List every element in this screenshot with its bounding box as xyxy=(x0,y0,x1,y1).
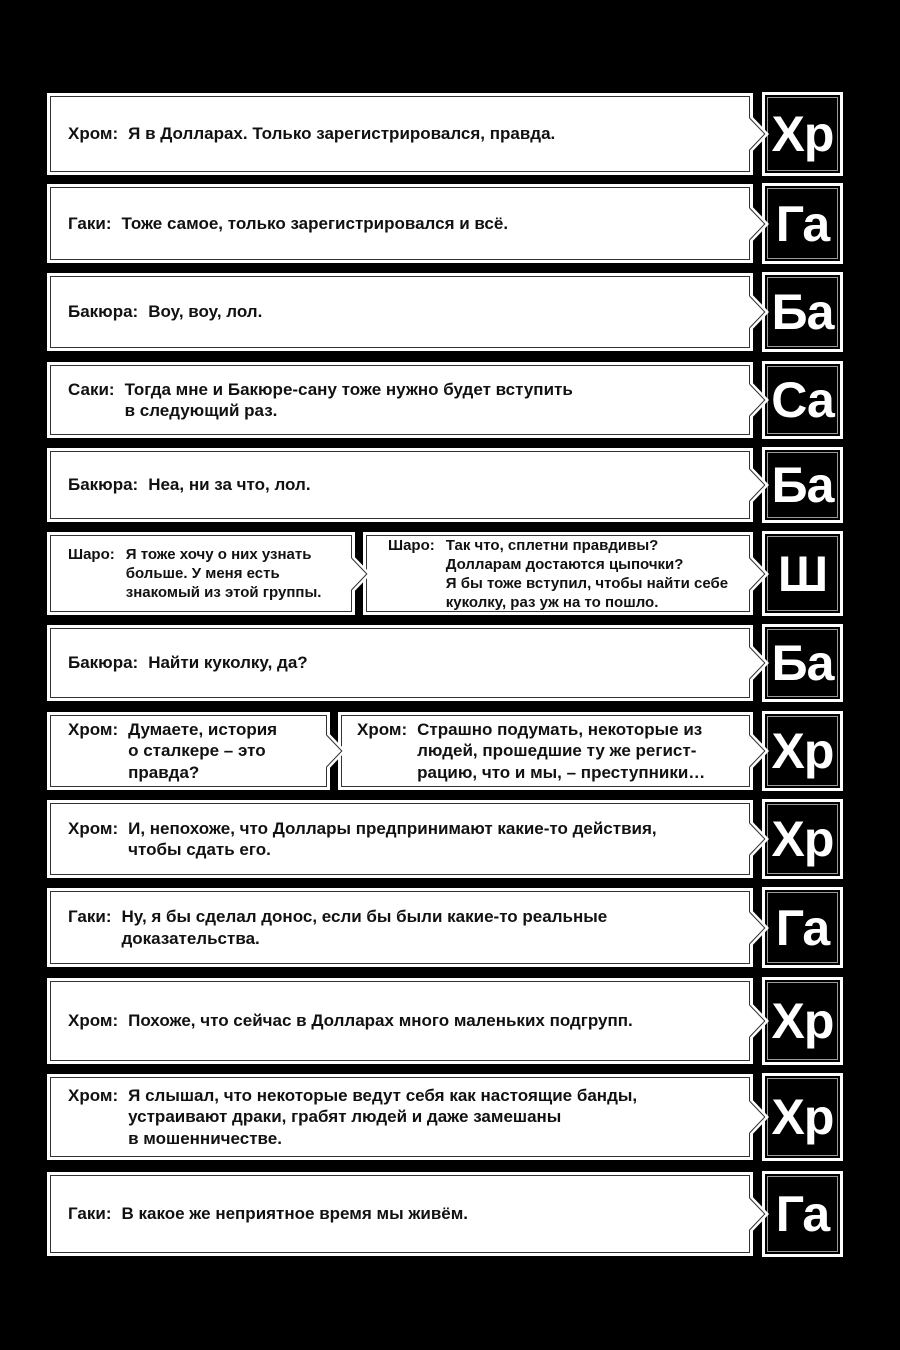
pointer-arrow xyxy=(747,462,771,508)
message-line: И, непохоже, что Доллары предпринимают какие-то действия, xyxy=(128,818,657,838)
message-content xyxy=(68,818,657,861)
message-text xyxy=(128,1085,637,1150)
message-bubble xyxy=(47,273,753,351)
message-line: Ну, я бы сделал донос, если бы были какие-то реальные xyxy=(121,907,608,926)
message-line: куколку, раз уж на то пошло. xyxy=(445,593,659,611)
message-line: людей, прошедшие ту же регист- xyxy=(417,741,697,761)
message-row xyxy=(0,800,900,878)
message-row xyxy=(0,712,900,790)
message-row xyxy=(0,1172,900,1256)
message-bubble xyxy=(47,362,753,438)
message-bubble xyxy=(47,1172,753,1256)
avatar-initials: Ба xyxy=(771,635,834,691)
message-bubble xyxy=(47,532,355,615)
pointer-arrow xyxy=(324,728,348,774)
avatar-initials: Ш xyxy=(777,545,828,602)
message-text xyxy=(128,123,555,145)
message-line: о сталкере – это xyxy=(128,741,266,761)
avatar-initials: Га xyxy=(775,1186,830,1242)
message-row xyxy=(0,888,900,967)
message-row xyxy=(0,273,900,351)
speaker-name: Шаро: xyxy=(388,536,435,554)
avatar xyxy=(762,447,843,523)
pointer-arrow xyxy=(349,551,373,597)
avatar xyxy=(762,531,843,616)
avatar xyxy=(762,272,843,352)
speaker-name: Хром: xyxy=(357,719,408,739)
message-row xyxy=(0,625,900,701)
message-content xyxy=(68,652,308,674)
message-row xyxy=(0,184,900,263)
pointer-arrow xyxy=(747,551,771,597)
avatar xyxy=(762,92,843,176)
message-text xyxy=(128,1010,633,1032)
message-line: Страшно подумать, некоторые из xyxy=(417,719,703,739)
avatar-initials: Га xyxy=(775,899,830,956)
message-text xyxy=(122,213,509,235)
speaker-name: Хром: xyxy=(68,719,119,739)
avatar-initials: Хр xyxy=(771,106,834,162)
message-text xyxy=(446,536,728,612)
speaker-name: Гаки: xyxy=(68,907,112,926)
message-content xyxy=(388,536,728,612)
message-line: рацию, что и мы, – преступники… xyxy=(417,762,706,782)
pointer-arrow xyxy=(747,1191,771,1237)
message-bubble xyxy=(47,184,753,263)
pointer-arrow xyxy=(747,998,771,1044)
message-content xyxy=(68,906,607,949)
message-line: Тоже самое, только зарегистрировался и всё. xyxy=(121,213,509,233)
avatar xyxy=(762,887,843,968)
speaker-name: Гаки: xyxy=(68,213,112,233)
message-line: в мошенничестве. xyxy=(128,1128,282,1148)
avatar-initials: Са xyxy=(771,372,834,428)
message-line: Долларам достаются цыпочки? xyxy=(445,555,684,573)
message-content xyxy=(357,719,705,784)
message-text xyxy=(122,1203,469,1225)
message-row xyxy=(0,93,900,175)
message-line: знакомый из этой группы. xyxy=(125,584,322,601)
message-text xyxy=(122,906,608,949)
avatar-initials: Хр xyxy=(771,1089,834,1145)
message-line: Я тоже хочу о них узнать xyxy=(125,546,312,563)
message-text xyxy=(148,301,262,323)
speaker-name: Бакюра: xyxy=(68,302,139,322)
avatar xyxy=(762,1073,843,1161)
pointer-arrow xyxy=(747,1094,771,1140)
message-line: Я бы тоже вступил, чтобы найти себе xyxy=(445,574,729,592)
speaker-name: Шаро: xyxy=(68,546,115,563)
message-bubble xyxy=(338,712,753,790)
message-line: В какое же неприятное время мы живём. xyxy=(121,1204,469,1224)
avatar xyxy=(762,183,843,264)
message-bubble xyxy=(47,448,753,522)
pointer-arrow xyxy=(747,905,771,951)
message-line: больше. У меня есть xyxy=(125,565,280,582)
message-line: Так что, сплетни правдивы? xyxy=(445,536,659,554)
pointer-arrow xyxy=(747,289,771,335)
message-bubble xyxy=(47,978,753,1064)
avatar-initials: Га xyxy=(775,195,830,252)
message-line: правда? xyxy=(128,762,200,782)
message-content xyxy=(68,719,277,784)
pointer-arrow xyxy=(747,816,771,862)
message-line: Неа, ни за что, лол. xyxy=(148,475,311,495)
message-text xyxy=(128,818,657,861)
message-bubble xyxy=(47,800,753,878)
message-bubble xyxy=(47,888,753,967)
message-content xyxy=(68,301,262,323)
speaker-name: Бакюра: xyxy=(68,475,139,495)
avatar-initials: Ба xyxy=(771,457,834,513)
pointer-arrow xyxy=(747,377,771,423)
pointer-arrow xyxy=(747,728,771,774)
speaker-name: Гаки: xyxy=(68,1204,112,1224)
message-text xyxy=(148,652,307,674)
message-line: Думаете, история xyxy=(128,719,278,739)
message-row xyxy=(0,532,900,615)
avatar xyxy=(762,624,843,702)
message-line: Похоже, что сейчас в Долларах много маленьких подгрупп. xyxy=(128,1011,633,1031)
message-content xyxy=(68,379,573,422)
avatar xyxy=(762,361,843,439)
message-row xyxy=(0,448,900,522)
avatar-initials: Хр xyxy=(771,993,834,1049)
avatar xyxy=(762,1171,843,1257)
message-line: Я слышал, что некоторые ведут себя как настоящие банды, xyxy=(128,1085,638,1105)
speaker-name: Хром: xyxy=(68,818,119,838)
message-row xyxy=(0,1074,900,1160)
avatar xyxy=(762,977,843,1065)
pointer-arrow xyxy=(747,111,771,157)
message-content xyxy=(68,545,321,602)
message-text xyxy=(125,379,573,422)
message-line: устраивают драки, грабят людей и даже замешаны xyxy=(128,1107,562,1127)
message-line: Тогда мне и Бакюре-сану тоже нужно будет вступить xyxy=(124,379,573,399)
speaker-name: Хром: xyxy=(68,1011,119,1031)
speaker-name: Хром: xyxy=(68,1085,119,1105)
avatar-initials: Хр xyxy=(771,811,834,867)
message-bubble xyxy=(47,93,753,175)
avatar xyxy=(762,799,843,879)
message-text xyxy=(417,719,705,784)
message-content xyxy=(68,213,508,235)
avatar xyxy=(762,711,843,791)
message-text xyxy=(126,545,322,602)
pointer-arrow xyxy=(747,640,771,686)
message-content xyxy=(68,1085,637,1150)
avatar-initials: Ба xyxy=(771,284,834,340)
message-line: Я в Долларах. Только зарегистрировался, правда. xyxy=(128,124,556,144)
message-row xyxy=(0,978,900,1064)
message-bubble xyxy=(47,1074,753,1160)
message-text xyxy=(148,474,310,496)
message-line: в следующий раз. xyxy=(124,401,278,420)
avatar-initials: Хр xyxy=(771,723,834,779)
message-line: доказательства. xyxy=(121,928,260,948)
message-content xyxy=(68,123,555,145)
message-row xyxy=(0,362,900,438)
message-content xyxy=(68,474,311,496)
speaker-name: Саки: xyxy=(68,379,115,399)
message-bubble xyxy=(47,625,753,701)
message-content xyxy=(68,1010,633,1032)
message-text xyxy=(128,719,277,784)
message-line: Найти куколку, да? xyxy=(148,653,308,673)
message-bubble xyxy=(47,712,330,790)
pointer-arrow xyxy=(747,201,771,247)
speaker-name: Бакюра: xyxy=(68,653,139,673)
speaker-name: Хром: xyxy=(68,124,119,144)
message-bubble xyxy=(363,532,753,615)
message-line: чтобы сдать его. xyxy=(128,840,271,859)
message-line: Воу, воу, лол. xyxy=(148,302,263,322)
message-content xyxy=(68,1203,468,1225)
